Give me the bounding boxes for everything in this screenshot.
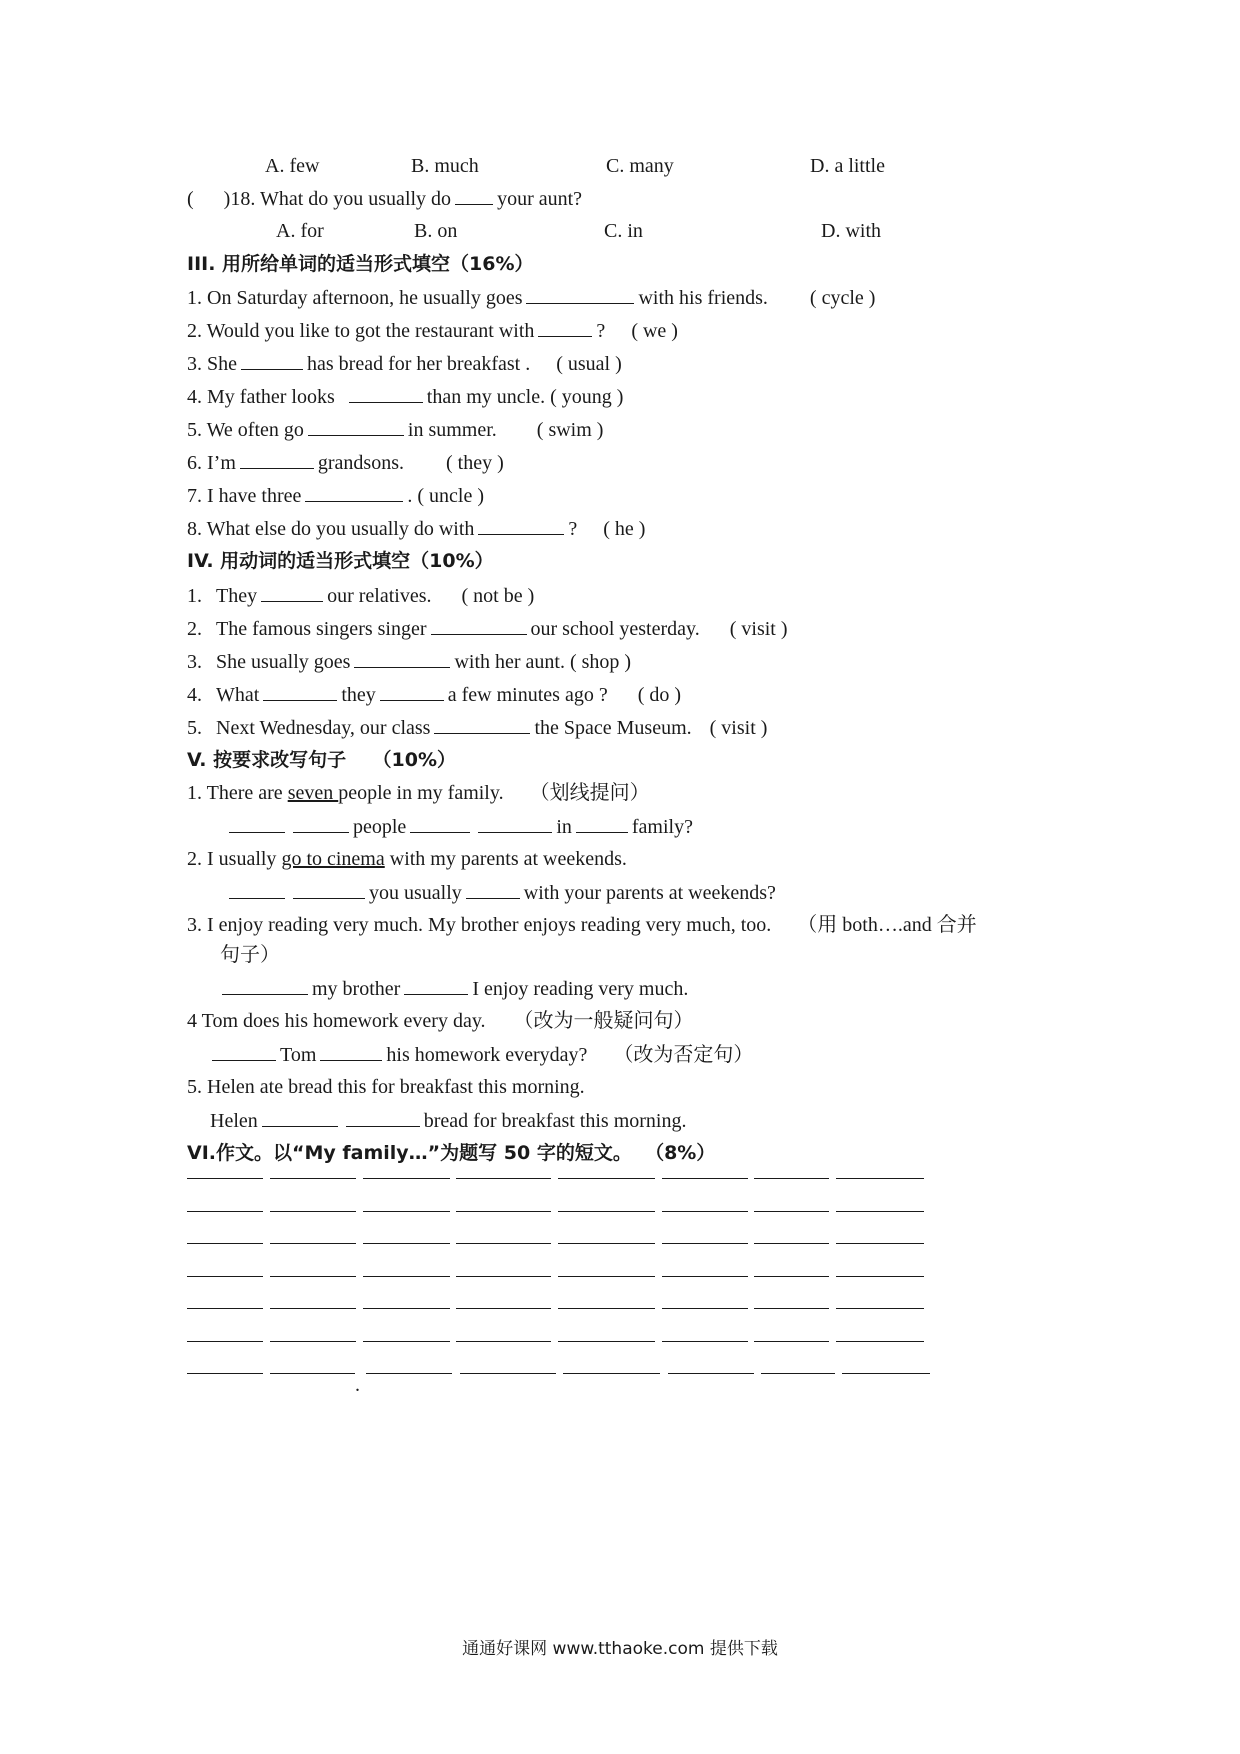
writing-line	[836, 1308, 924, 1309]
q18-option-c: C. in	[604, 220, 643, 242]
writing-line	[668, 1373, 754, 1374]
s3-item-6: 6. I’m grandsons. ( they )	[187, 452, 504, 474]
blank	[293, 814, 349, 833]
writing-line	[836, 1178, 924, 1179]
writing-line	[366, 1373, 452, 1374]
writing-line	[836, 1243, 924, 1244]
writing-line	[558, 1308, 655, 1309]
writing-line	[558, 1341, 655, 1342]
writing-line	[187, 1373, 263, 1374]
s5-q3-hint-cont: 句子）	[220, 944, 280, 966]
blank	[229, 880, 285, 899]
writing-line	[363, 1211, 450, 1212]
blank	[240, 450, 314, 469]
hint: （划线提问）	[529, 782, 650, 804]
hint: （改为一般疑问句）	[513, 1010, 694, 1032]
hint: ( uncle )	[417, 485, 485, 507]
writing-line	[662, 1178, 748, 1179]
writing-line	[662, 1243, 748, 1244]
blank	[305, 483, 403, 502]
writing-line	[456, 1341, 551, 1342]
blank	[410, 814, 470, 833]
hint: ( they )	[446, 452, 504, 474]
hint: ( young )	[550, 386, 624, 408]
writing-line	[270, 1341, 356, 1342]
q17-option-c: C. many	[606, 155, 674, 177]
q18-question	[187, 186, 582, 211]
s3-item-2: 2. Would you like to got the restaurant with ? ( we )	[187, 320, 678, 342]
s4-item-4: 4. What they a few minutes ago ? ( do )	[187, 684, 682, 706]
writing-line	[558, 1211, 655, 1212]
writing-line	[187, 1243, 263, 1244]
answer-paren: ( )	[187, 188, 231, 210]
blank	[261, 583, 323, 602]
s5-q3: 3. I enjoy reading very much. My brother enjoys reading very much, too. （用 both….and 合并	[187, 914, 977, 936]
hint: ( he )	[603, 518, 646, 540]
writing-line	[363, 1178, 450, 1179]
writing-line	[456, 1211, 551, 1212]
writing-line	[836, 1276, 924, 1277]
writing-line	[460, 1373, 556, 1374]
blank	[431, 616, 527, 635]
s3-item-3: 3. She has bread for her breakfast . ( usual )	[187, 353, 622, 375]
writing-line	[363, 1308, 450, 1309]
writing-line	[754, 1276, 829, 1277]
blank	[380, 682, 444, 701]
s3-item-4: 4. My father looks than my uncle. ( young )	[187, 386, 624, 408]
q18-text: 18. What do you usually do	[230, 188, 452, 210]
writing-line	[363, 1276, 450, 1277]
blank	[308, 417, 404, 436]
s5-q3-answer: my brother I enjoy reading very much.	[218, 976, 688, 1001]
writing-line	[754, 1178, 829, 1179]
writing-line	[662, 1276, 748, 1277]
blank	[404, 976, 468, 995]
s3-item-8: 8. What else do you usually do with ? ( he )	[187, 518, 646, 540]
s3-item-1: 1. On Saturday afternoon, he usually goes with his friends. ( cycle )	[187, 287, 876, 309]
writing-line	[270, 1243, 356, 1244]
s5-q5: 5. Helen ate bread this for breakfast this morning.	[187, 1076, 585, 1098]
hint: （改为否定句）	[613, 1044, 754, 1066]
underlined-part: seven	[287, 782, 339, 804]
writing-line	[270, 1178, 356, 1179]
s3-item-5: 5. We often go in summer. ( swim )	[187, 419, 604, 441]
writing-line	[456, 1308, 551, 1309]
writing-line	[662, 1211, 748, 1212]
hint: （用 both….and 合并	[797, 914, 977, 936]
writing-line	[456, 1243, 551, 1244]
blank	[293, 880, 365, 899]
writing-line	[270, 1211, 356, 1212]
section-4-heading: IV. 用动词的适当形式填空（10%）	[187, 550, 494, 572]
blank	[320, 1042, 382, 1061]
blank	[478, 814, 552, 833]
writing-line	[662, 1308, 748, 1309]
s5-q1-answer: people in family?	[225, 814, 693, 839]
q17-option-a: A. few	[265, 155, 320, 177]
section-3-heading: III. 用所给单词的适当形式填空（16%）	[187, 253, 534, 275]
writing-line	[836, 1341, 924, 1342]
writing-line	[662, 1341, 748, 1342]
blank	[478, 516, 564, 535]
writing-line	[754, 1341, 829, 1342]
hint: ( we )	[631, 320, 678, 342]
hint: ( shop )	[569, 651, 632, 673]
hint: ( visit )	[709, 717, 768, 739]
blank	[346, 1108, 420, 1127]
blank	[229, 814, 285, 833]
writing-line	[270, 1308, 356, 1309]
writing-line	[754, 1243, 829, 1244]
section-5-heading: V. 按要求改写句子 （10%）	[187, 749, 457, 771]
writing-line	[363, 1243, 450, 1244]
s5-q1: 1. There are seven people in my family. （划线提问）	[187, 782, 650, 804]
q18-option-d: D. with	[821, 220, 881, 242]
writing-line	[270, 1276, 356, 1277]
hint: ( cycle )	[809, 287, 876, 309]
writing-line	[754, 1211, 829, 1212]
s4-item-2: 2. The famous singers singer our school yesterday. ( visit )	[187, 618, 788, 640]
blank	[526, 285, 634, 304]
hint: ( swim )	[536, 419, 604, 441]
writing-line	[187, 1211, 263, 1212]
section-6-heading: VI.作文。以“My family…”为题写 50 字的短文。 （8%）	[187, 1142, 716, 1164]
s5-q2: 2. I usually go to cinema with my parents at weekends.	[187, 848, 627, 870]
writing-line	[187, 1178, 263, 1179]
s4-item-3: 3. She usually goes with her aunt. ( shop )	[187, 651, 632, 673]
blank	[466, 880, 520, 899]
writing-line	[270, 1373, 355, 1374]
writing-line	[563, 1373, 660, 1374]
blank	[538, 318, 592, 337]
writing-line	[842, 1373, 930, 1374]
underlined-part: go to cinema	[281, 848, 385, 870]
writing-line	[456, 1178, 551, 1179]
q18-option-a: A. for	[276, 220, 324, 242]
blank	[434, 715, 530, 734]
blank	[222, 976, 308, 995]
hint: ( not be )	[461, 585, 535, 607]
writing-line	[187, 1308, 263, 1309]
s3-item-7: 7. I have three . ( uncle )	[187, 485, 485, 507]
hint: ( do )	[637, 684, 682, 706]
blank	[349, 384, 423, 403]
writing-line	[187, 1276, 263, 1277]
q18-after: your aunt?	[497, 188, 583, 210]
s5-q4-answer: Tom his homework everyday? （改为否定句）	[208, 1042, 753, 1067]
blank	[263, 682, 337, 701]
s4-item-1: 1. They our relatives. ( not be )	[187, 585, 535, 607]
hint: ( usual )	[556, 353, 622, 375]
s5-q5-answer: Helen bread for breakfast this morning.	[210, 1110, 687, 1132]
writing-line	[187, 1341, 263, 1342]
writing-line	[558, 1243, 655, 1244]
writing-period: .	[355, 1374, 360, 1396]
writing-line	[836, 1211, 924, 1212]
blank	[212, 1042, 276, 1061]
q18-option-b: B. on	[414, 220, 458, 242]
q17-option-d: D. a little	[810, 155, 885, 177]
writing-line	[558, 1178, 655, 1179]
writing-line	[761, 1373, 835, 1374]
hint: ( visit )	[729, 618, 788, 640]
blank	[262, 1108, 338, 1127]
blank	[455, 186, 493, 205]
s5-q2-answer: you usually with your parents at weekends?	[225, 880, 776, 905]
s5-q4: 4 Tom does his homework every day. （改为一般疑问句）	[187, 1010, 694, 1032]
footer: 通通好课网 www.tthaoke.com 提供下载	[462, 1639, 778, 1659]
writing-line	[754, 1308, 829, 1309]
blank	[576, 814, 628, 833]
q17-option-b: B. much	[411, 155, 479, 177]
s4-item-5: 5. Next Wednesday, our class the Space Museum. ( visit )	[187, 717, 768, 739]
writing-line	[363, 1341, 450, 1342]
writing-line	[456, 1276, 551, 1277]
blank	[354, 649, 450, 668]
blank	[241, 351, 303, 370]
writing-line	[558, 1276, 655, 1277]
